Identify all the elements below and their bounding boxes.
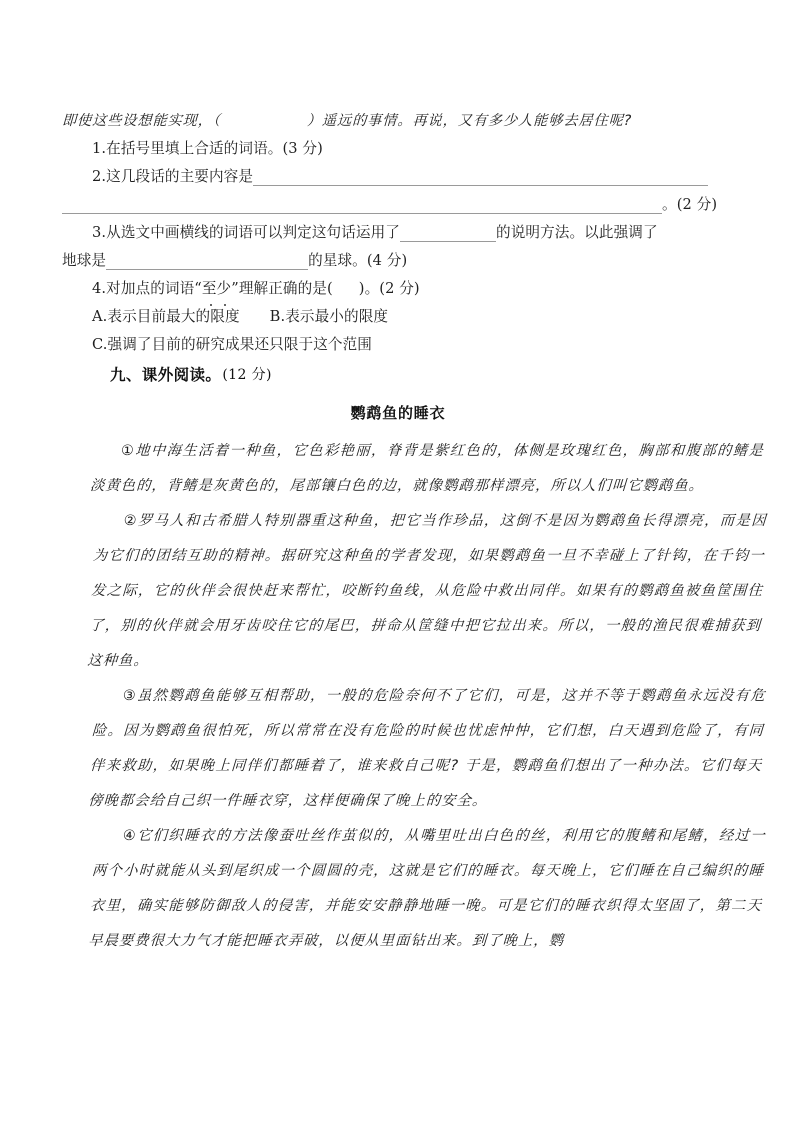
passage-paragraph-1 (62, 434, 765, 504)
question-2-score: (2 分) (676, 196, 718, 213)
question-3-score: (4 分) (366, 252, 408, 269)
question-1-text: 在括号里填上合适的词语。 (106, 140, 283, 157)
question-3-text-d: 的星球。 (308, 252, 367, 269)
question-3-continuation (62, 247, 734, 275)
question-3-method-blank[interactable] (400, 224, 496, 242)
passage-paragraph-4-text: ④它们织睡衣的方法像蚕吐丝作茧似的，从嘴里吐出白色的丝，利用它的腹鳍和尾鳍，经过一两个小时就能从头到尾织成一个圆圆的壳，这就是它们的睡衣。每天晚上，它们睡在自己编织的睡衣里，确实能够防御敌人的侵害，并能安安静静地睡一晚。可是它们的睡衣织得太坚固了，第二天早晨要费很大力气才能把睡衣弄破，以便从里面钻出来。到了晚上，鹦 (87, 828, 767, 949)
question-3-text-b: 的说明方法。以此强调了 (496, 224, 658, 241)
question-1-number: 1. (92, 140, 107, 157)
question-1-score: (3 分) (282, 140, 323, 157)
question-4-quote-open: “ (194, 280, 202, 297)
question-4-text-c: )。 (358, 280, 380, 297)
question-block (62, 135, 734, 359)
passage-paragraph-1-text: ①地中海生活着一种鱼，它色彩艳丽，脊背是紫红色的，体侧是玫瑰红色，胸部和腹部的鳍是淡黄色的，背鳍是灰黄色的，尾部镶白色的边，就像鹦鹉那样漂亮，所以人们叫它鹦鹉鱼。 (89, 443, 765, 494)
section-heading-score: (12 分) (222, 367, 272, 383)
passage-paragraph-2-text: ②罗马人和古希腊人特别器重这种鱼，把它当作珍品，这倒不是因为鹦鹉鱼长得漂亮，而是因为它们的团结互助的精神。据研究这种鱼的学者发现，如果鹦鹉鱼一旦不幸碰上了针钩，在千钧一发之际，它的伙伴会很快赶来帮忙，咬断钓鱼线，从危险中救出同伴。如果有的鹦鹉鱼被鱼筐围住了，别的伙伴就会用牙齿咬住它的尾巴，拼命从筐缝中把它拉出来。所以，一般的渔民很难捕获到这种鱼。 (86, 513, 768, 669)
question-3-text-a: 从选文中画横线的词语可以判定这句话运用了 (106, 224, 401, 241)
question-2 (62, 163, 734, 191)
question-4-quote-close: ” (231, 280, 239, 297)
section-heading-title: 九、课外阅读。 (110, 366, 222, 384)
question-2-answer-blank-line-1[interactable] (253, 168, 708, 186)
question-3-text-c: 地球是 (62, 252, 107, 269)
question-4-text-b: 理解正确的是( (238, 280, 333, 297)
question-2-continuation (62, 191, 734, 219)
passage-title: 鹦鹉鱼的睡衣 (350, 404, 446, 422)
passage-paragraph-3-text: ③虽然鹦鹉鱼能够互相帮助，一般的危险奈何不了它们，可是，这并不等于鹦鹉鱼永远没有危险。因为鹦鹉鱼很怕死，所以常常在没有危险的时候也忧虑忡忡，它们想，白天遇到危险了，有同伴来救助，如果晚上同伴们都睡着了，谁来救自己呢? 于是，鹦鹉鱼们想出了一种办法。它们每天傍晚都会给自己织一件睡衣穿，这样便确保了晚上的安全。 (87, 688, 767, 809)
question-3-number: 3. (92, 224, 107, 241)
question-1 (62, 135, 734, 163)
page-content (61, 105, 768, 959)
lead-paragraph (61, 105, 734, 135)
option-b-text[interactable]: 表示最小的限度 (285, 308, 389, 325)
question-3 (62, 219, 734, 247)
option-a-text[interactable]: 表示目前最大的限度 (107, 308, 240, 325)
lead-paragraph-before-blank: 即使这些设想能实现，（ (61, 113, 222, 129)
passage-paragraph-3 (62, 679, 767, 819)
question-4-score: (2 分) (379, 280, 420, 297)
question-4-stem: 对加点的词语 (106, 280, 195, 297)
question-3-planet-blank[interactable] (106, 252, 308, 270)
question-2-text: 这几段话的主要内容是 (106, 168, 254, 185)
question-4-text-a: 4. (92, 280, 107, 297)
question-4-emphasis-word: 至少 (202, 275, 231, 303)
option-c-label[interactable]: C. (92, 336, 108, 353)
question-4-options-row-1 (62, 303, 734, 331)
question-2-end-punct: 。 (662, 196, 677, 213)
passage-body (62, 434, 768, 959)
question-4-options-row-2 (62, 331, 734, 359)
question-4 (62, 275, 734, 303)
passage-paragraph-4 (62, 819, 767, 959)
lead-paragraph-after-blank: ）遥远的事情。再说，又有多少人能够去居住呢? (306, 113, 633, 129)
passage-paragraph-2 (62, 504, 768, 679)
question-2-answer-blank-line-2[interactable] (62, 196, 662, 214)
option-b-label[interactable]: B. (269, 308, 286, 325)
section-heading-nine (62, 359, 734, 389)
option-a-label[interactable]: A. (92, 308, 108, 325)
question-2-number: 2. (92, 168, 107, 185)
option-c-text[interactable]: 强调了目前的研究成果还只限于这个范围 (107, 336, 372, 353)
